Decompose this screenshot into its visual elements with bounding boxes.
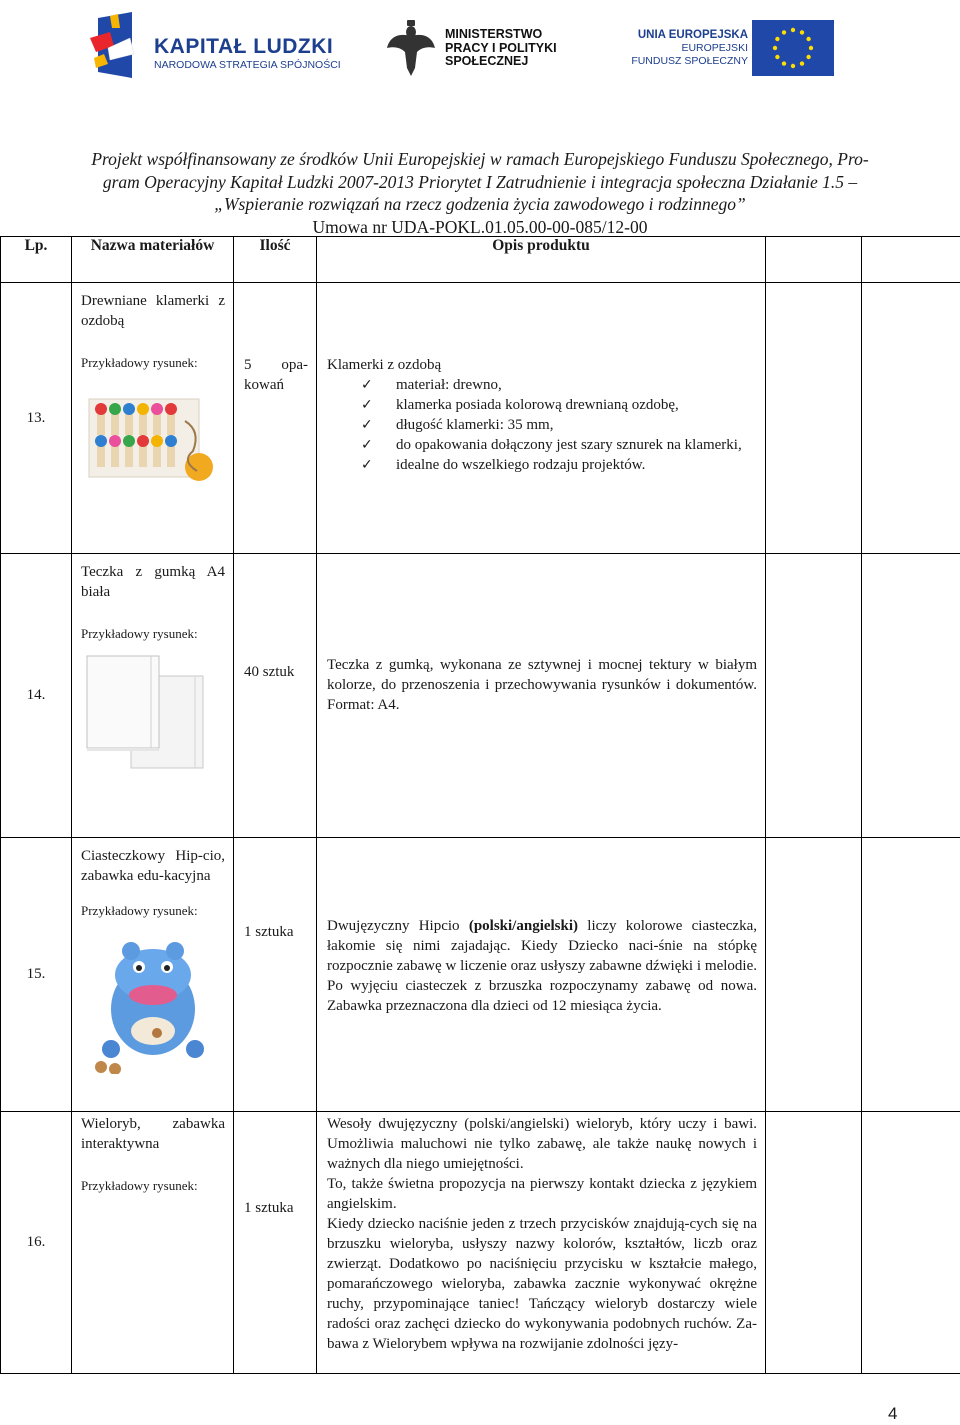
empty-cell — [862, 1112, 960, 1374]
checkmark-icon: ✓ — [361, 437, 373, 453]
product-name: Wieloryb, zabawka interaktywna — [81, 1116, 225, 1152]
feature-list — [327, 375, 757, 475]
empty-cell — [766, 838, 862, 1112]
table-row — [1, 554, 960, 838]
header-empty-1 — [766, 237, 862, 283]
row-desc-cell — [317, 1112, 766, 1374]
list-item: ✓ idealne do wszelkiego rodzaju projektów. — [361, 457, 646, 473]
empty-cell — [862, 838, 960, 1112]
eu-flag-icon — [752, 20, 834, 76]
desc-bold: (polski/angielski) — [468, 918, 579, 934]
row-lp: 13. — [1, 283, 72, 554]
list-item: ✓ materiał: drewno, — [361, 377, 502, 393]
empty-cell — [766, 283, 862, 554]
row-name-cell — [72, 1112, 234, 1374]
header-qty: Ilość — [234, 237, 317, 283]
desc-paragraph: Kiedy dziecko naciśnie jeden z trzech przycisków znajdują-cych się na brzuszku wieloryba, usłyszy nazwy kolorów, kształtów, liczb oraz zwierząt. Dodatkowo po naciśnięciu przycisku w kształcie małego, pomarańczowego wieloryba, zabawka zacznie wykonywać okrężne ruchy, przypominające taniec! Tańczący wieloryb dostarczy wiele radości oraz zachęci dziecko do wykonywania podobnych ruchów. Za-bawa z Wielorybem wpływa na rozwijanie zdolności języ- — [327, 1216, 757, 1352]
desc-title: Klamerki z ozdobą — [327, 357, 442, 373]
row-qty: 40 sztuk — [234, 554, 317, 838]
header-lp: Lp. — [1, 237, 72, 283]
project-line-2: gram Operacyjny Kapitał Ludzki 2007-2013 Priorytet I Zatrudnienie i integracja społeczna Działanie 1.5 – — [102, 171, 858, 192]
project-line-1: Projekt współfinansowany ze środków Unii Europejskiej w ramach Europejskiego Funduszu Społecznego, Pro- — [91, 149, 869, 169]
row-qty: 5 opa-kowań — [234, 283, 317, 554]
empty-cell — [766, 554, 862, 838]
eu-text: UNIA EUROPEJSKA EUROPEJSKI FUNDUSZ SPOŁECZNY — [631, 29, 748, 67]
product-name: Drewniane klamerki z ozdobą — [81, 293, 225, 329]
row-name-cell — [72, 283, 234, 554]
row-desc-cell — [317, 838, 766, 1112]
materials-table — [0, 236, 960, 1374]
row-lp: 14. — [1, 554, 72, 838]
ministry-logo — [385, 18, 585, 80]
row-qty: 1 sztuka — [234, 838, 317, 1112]
checkmark-icon: ✓ — [361, 417, 373, 433]
list-item: ✓ klamerka posiada kolorową drewnianą ozdobę, — [361, 397, 679, 413]
header-empty-2 — [862, 237, 960, 283]
table-row — [1, 1112, 960, 1374]
kapital-ludzki-title: KAPITAŁ LUDZKI — [154, 35, 334, 58]
sample-label: Przykładowy rysunek: — [81, 626, 198, 641]
row-name-cell — [72, 838, 234, 1112]
eu-logo — [630, 20, 840, 80]
kapital-ludzki-emblem-icon — [88, 8, 152, 83]
checkmark-icon: ✓ — [361, 457, 373, 473]
project-line-3: „Wspieranie rozwiązań na rzecz godzenia życia zawodowego i rodzinnego” — [214, 194, 746, 214]
checkmark-icon: ✓ — [361, 377, 373, 393]
row-lp: 15. — [1, 838, 72, 1112]
row-desc-cell — [317, 283, 766, 554]
desc-paragraph: Wesoły dwujęzyczny (polski/angielski) wieloryb, który uczy i bawi. Umożliwia maluchowi nie tylko zabawę, ale także naukę nowych i ważnych dla niego umiejętności. — [327, 1116, 757, 1172]
row-desc: Teczka z gumką, wykonana ze sztywnej i mocnej tektury w białym kolorze, do przenoszenia i przechowywania rysunków i dokumentów. Format: A4. — [317, 554, 766, 838]
sample-label: Przykładowy rysunek: — [81, 1178, 198, 1193]
header-desc: Opis produktu — [317, 237, 766, 283]
sample-label: Przykładowy rysunek: — [81, 355, 198, 370]
hippo-toy-image — [81, 929, 221, 1074]
desc-paragraph: To, także świetna propozycja na pierwszy kontakt dziecka z językiem angielskim. — [327, 1176, 757, 1212]
row-lp: 16. — [1, 1112, 72, 1374]
page-header — [0, 0, 960, 90]
kapital-ludzki-subtitle: NARODOWA STRATEGIA SPÓJNOŚCI — [154, 59, 341, 71]
eagle-emblem-icon — [385, 18, 437, 78]
empty-cell — [862, 283, 960, 554]
empty-cell — [766, 1112, 862, 1374]
page-number: 4 — [888, 1404, 898, 1423]
sample-label: Przykładowy rysunek: — [81, 903, 198, 918]
folder-image — [81, 652, 221, 782]
list-item: ✓ do opakowania dołączony jest szary sznurek na klamerki, — [361, 437, 742, 453]
clothespins-image — [81, 381, 221, 489]
desc-post: liczy kolorowe ciasteczka, łakomie się nimi zajadając. Kiedy Dziecko naci-śnie na stópkę rozpocznie zabawę w liczenie oraz usłyszy zabawne dźwięki i melodie. Po wyjęciu ciasteczek z brzuszka rozpoczynamy zabawę od nowa. Zabawka przeznaczona dla dzieci od 12 miesiąca życia. — [327, 918, 757, 1014]
row-qty: 1 sztuka — [234, 1112, 317, 1374]
product-name: Teczka z gumką A4 biała — [81, 564, 225, 600]
table-row — [1, 838, 960, 1112]
table-header-row — [1, 237, 960, 283]
list-item: ✓ długość klamerki: 35 mm, — [361, 417, 554, 433]
contract-number: Umowa nr UDA-POKL.01.05.00-00-085/12-00 — [312, 216, 648, 237]
desc-pre: Dwujęzyczny Hipcio — [327, 918, 469, 934]
checkmark-icon: ✓ — [361, 397, 373, 413]
row-name-cell — [72, 554, 234, 838]
project-info — [30, 148, 930, 238]
table-row — [1, 283, 960, 554]
header-name: Nazwa materiałów — [72, 237, 234, 283]
kapital-ludzki-logo — [88, 8, 348, 83]
product-name: Ciasteczkowy Hip-cio, zabawka edu-kacyjna — [81, 848, 225, 884]
empty-cell — [862, 554, 960, 838]
ministry-text: MINISTERSTWO PRACY I POLITYKI SPOŁECZNEJ — [445, 27, 557, 68]
